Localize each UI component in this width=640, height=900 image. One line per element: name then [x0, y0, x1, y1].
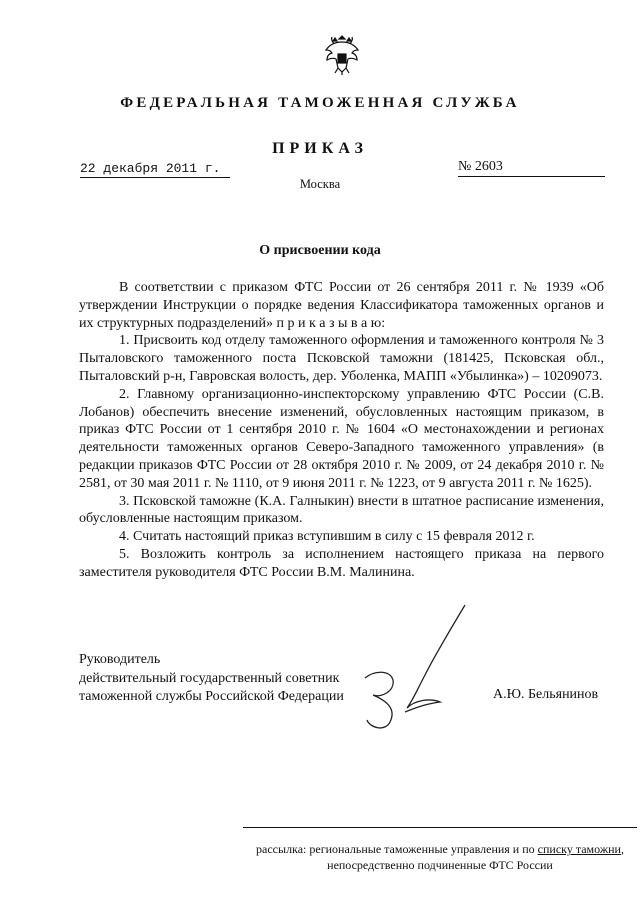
- handwritten-signature: [355, 600, 485, 740]
- item-5: 5. Возложить контроль за исполнением настоящего приказа на первого заместителя руководителя ФТС России В.М. Малинина.: [79, 546, 604, 580]
- signatory-name: А.Ю. Бельянинов: [493, 687, 599, 702]
- order-body: [79, 279, 604, 582]
- distribution-line-1: [243, 841, 637, 857]
- distribution-suffix: ,: [620, 842, 624, 856]
- item-1: 1. Присвоить код отделу таможенного оформления и таможенного контроля № 3 Пыталовского таможенного поста Псковской таможни (181425, Псковская обл., Пыталовский р-н, Гавровская волость, дер. Уболенка, МАПП «Убылинка») – 10209073.: [79, 333, 604, 384]
- distribution-line-2: непосредственно подчиненные ФТС России: [327, 858, 553, 872]
- order-subject: О присвоении кода: [259, 243, 381, 258]
- intro-paragraph: В соответствии с приказом ФТС России от 26 сентября 2011 г. № 1939 «Об утверждении Инструкции о порядке ведения Классификатора таможенных органов и их структурных подразделений» п р и к а з ы в а ю:: [79, 280, 604, 331]
- distribution-list-link[interactable]: списку таможни: [537, 842, 621, 856]
- distribution-note: [243, 827, 637, 873]
- item-3: 3. Псковской таможне (К.А. Галныкин) внести в штатное расписание изменения, обусловленные настоящим приказом.: [79, 493, 604, 527]
- agency-name: ФЕДЕРАЛЬНАЯ ТАМОЖЕННАЯ СЛУЖБА: [120, 95, 520, 111]
- distribution-prefix: рассылка: региональные таможенные управления и по: [256, 842, 538, 856]
- signatory-title: [79, 651, 344, 707]
- order-number: № 2603: [458, 159, 605, 177]
- signatory-title-line: действительный государственный советник: [79, 670, 340, 686]
- signatory-title-line: таможенной службы Российской Федерации: [79, 689, 344, 705]
- item-2: 2. Главному организационно-инспекторскому управлению ФТС России (С.В. Лобанов) обеспечить внесение изменений, обусловленных настоящим приказом, в приказ ФТС России от 1 сентября 2010 г. № 1604 «О местонахождении и регионах деятельности таможенных органов Северо-Западного таможенного управления» (в редакции приказов ФТС России от 28 октября 2010 г. № 2009, от 24 декабря 2010 г. № 2581, от 30 мая 2011 г. № 1110, от 9 июня 2011 г. № 1223, от 9 августа 2011 г. № 1625).: [79, 386, 604, 491]
- document-type-title: ПРИКАЗ: [272, 140, 368, 157]
- order-date: 22 декабря 2011 г.: [80, 161, 230, 178]
- item-4: 4. Считать настоящий приказ вступившим в силу с 15 февраля 2012 г.: [119, 529, 535, 545]
- signatory-title-line: Руководитель: [79, 652, 161, 667]
- russian-coat-of-arms-icon: [322, 32, 362, 76]
- city: Москва: [299, 177, 341, 191]
